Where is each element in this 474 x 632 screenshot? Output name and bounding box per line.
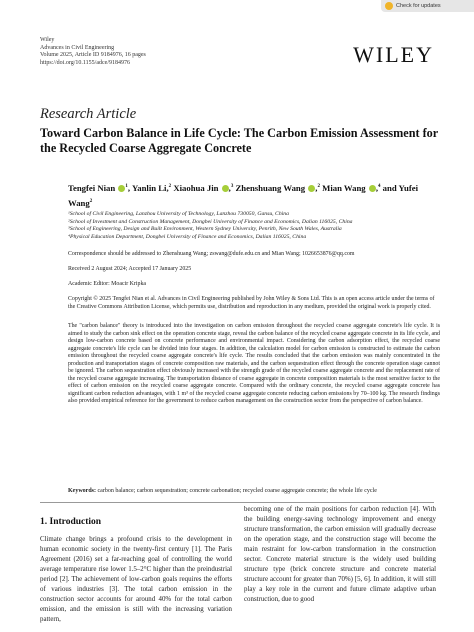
affiliation: ²School of Investment and Construction Management, Dongbei University of Finance and Economics, Dalian 116025, China	[68, 218, 353, 225]
volume-info: Volume 2025, Article ID 9184976, 16 pages	[40, 52, 146, 59]
section-divider	[40, 502, 434, 503]
abstract: The "carbon balance" theory is introduced into the investigation on carbon emission throughout the recycled coarse aggregate concrete's life cycle. It is aimed to study the carbon sink effect on the operation concrete stage, reveal the carbon balance of the recycled coarse aggregate concrete in its life cycle, and design low-carbon concrete based on concrete performance and environmental impact. Considering the carbon adsorption effect, the recycled coarse aggregate concrete's life cycle can be divided into four stages. In addition, the calculation model for carbon emission is constructed to estimate the carbon emission throughout the recycled coarse aggregate concrete's life cycle. The results concluded that the carbon emission was mainly concentrated in the production and transportation stages of concrete composition raw materials, and the carbon sequestration effect through the concrete operation stage cannot be ignored. The carbon sequestration effect obviously increased with the strength grade of the recycled coarse aggregate concrete and the replacement rate of the recycled coarse aggregate increasing. The transportation distance of coarse aggregate in concrete composition materials is the most sensitive factor to the effect of carbon emission on the recycled coarse aggregate concrete. Compared with the ordinary concrete, the recycled coarse aggregate concrete has significant carbon reduction advantages, with 1 m³ of the recycled coarse aggregate concrete reducing carbon emissions by 70–100 kg. The research findings also provided empirical reference for the government to reduce carbon management on the construction sector from the perspective of carbon balance.	[68, 323, 440, 404]
keywords	[68, 488, 440, 494]
copyright: Copyright © 2025 Tengfei Nian et al. Advances in Civil Engineering published by John Wiley & Sons Ltd. This is an open access article under the terms of the Creative Commons Attribution License, which permits use, distribution and reproduction in any medium, provided the original work is properly cited.	[68, 296, 435, 310]
intro-column-right: becoming one of the main positions for carbon reduction [4]. With the building energy-saving technology improvement and energy structure transformation, the carbon emission will gradually decrease on the operation stage, and the construction stage will become the main restraint for low-carbon transformation in the construction sector. Concrete material structure is the widely used building structure type (brick concrete structure and concrete material structure account for greater than 70%) [5, 6]. In addition, it will still play a key role in the current and future climate adaptive urban construction, due to good	[244, 506, 436, 603]
publisher-name: Wiley	[40, 37, 55, 43]
author-name[interactable]: Zhenshuang Wang	[235, 182, 306, 193]
author-name[interactable]: Yufei Wang	[68, 182, 419, 208]
orcid-icon[interactable]	[308, 185, 315, 192]
check-updates-icon	[385, 2, 393, 10]
author-sup: 3	[230, 184, 234, 189]
academic-editor: Academic Editor: Moacir Kripka	[68, 281, 147, 287]
affiliations	[68, 211, 448, 241]
journal-meta	[40, 37, 146, 67]
wiley-logo: WILEY	[353, 42, 434, 67]
affiliation: ¹School of Civil Engineering, Lanzhou University of Technology, Lanzhou 730050, Gansu, China	[68, 211, 289, 217]
article-type: Research Article	[40, 106, 137, 122]
dates: Received 2 August 2024; Accepted 17 January 2025	[68, 266, 192, 272]
affiliation: ⁴Physical Education Department, Dongbei University of Finance and Economics, Dalian 116025, China	[68, 233, 307, 240]
section-heading: 1. Introduction	[40, 517, 102, 527]
keywords-label: Keywords:	[68, 488, 96, 494]
author-sup: 4	[378, 184, 381, 189]
check-for-updates-badge[interactable]	[381, 0, 474, 12]
author-sup: 2	[168, 184, 172, 189]
orcid-icon[interactable]	[369, 185, 376, 192]
doi-link[interactable]: https://doi.org/10.1155/adce/9184976	[40, 59, 130, 66]
intro-column-left: Climate change brings a profound crisis to the development in human economic society in the twenty-first century [1]. The Paris Agreement (2016) set a far-reaching goal of controlling the world average temperature rise lower 1.5–2°C higher than the preindustrial period [2]. The achievement of low-carbon goals requires the efforts of various industries [3]. The total carbon emission in the construction sector accounts for around 40% for the total carbon emission, and the emission is still with the increasing variation pattern,	[40, 536, 232, 623]
check-updates-label: Check for updates	[396, 3, 441, 9]
keywords-text: carbon balance; carbon sequestration; concrete carbonation; recycled coarse aggregate concrete; the whole life cycle	[97, 488, 377, 494]
orcid-icon[interactable]	[222, 185, 229, 192]
author-sup: 1	[125, 184, 128, 189]
author-name[interactable]: Yanlin Li,	[131, 182, 169, 193]
article-title: Toward Carbon Balance in Life Cycle: The Carbon Emission Assessment for the Recycled Coarse Aggregate Concrete	[40, 126, 438, 155]
author-name[interactable]: Xiaohua Jin	[173, 182, 219, 193]
correspondence: Correspondence should be addressed to Zhenshuang Wang; zswang@dufe.edu.cn and Mian Wang; 1026653876@qq.com	[68, 251, 355, 257]
affiliation: ³School of Engineering, Design and Built Environment, Western Sydney University, Penrith, New South Wales, Australia	[68, 226, 342, 233]
author-name[interactable]: Mian Wang	[322, 182, 366, 193]
author-sup: 2	[89, 198, 93, 204]
author-sup: 2	[317, 184, 320, 189]
journal-name: Advances in Civil Engineering	[40, 44, 115, 51]
author-list: Tengfei Nian $^1$, Yanlin Li,$^2$ Xiaohua Jin ,$^3$ Zhenshuang Wang ,$^2$ Mian Wang ,$^4$ and Yufei Wang$^2$	[68, 182, 419, 208]
author-name[interactable]: Tengfei Nian	[68, 182, 116, 193]
